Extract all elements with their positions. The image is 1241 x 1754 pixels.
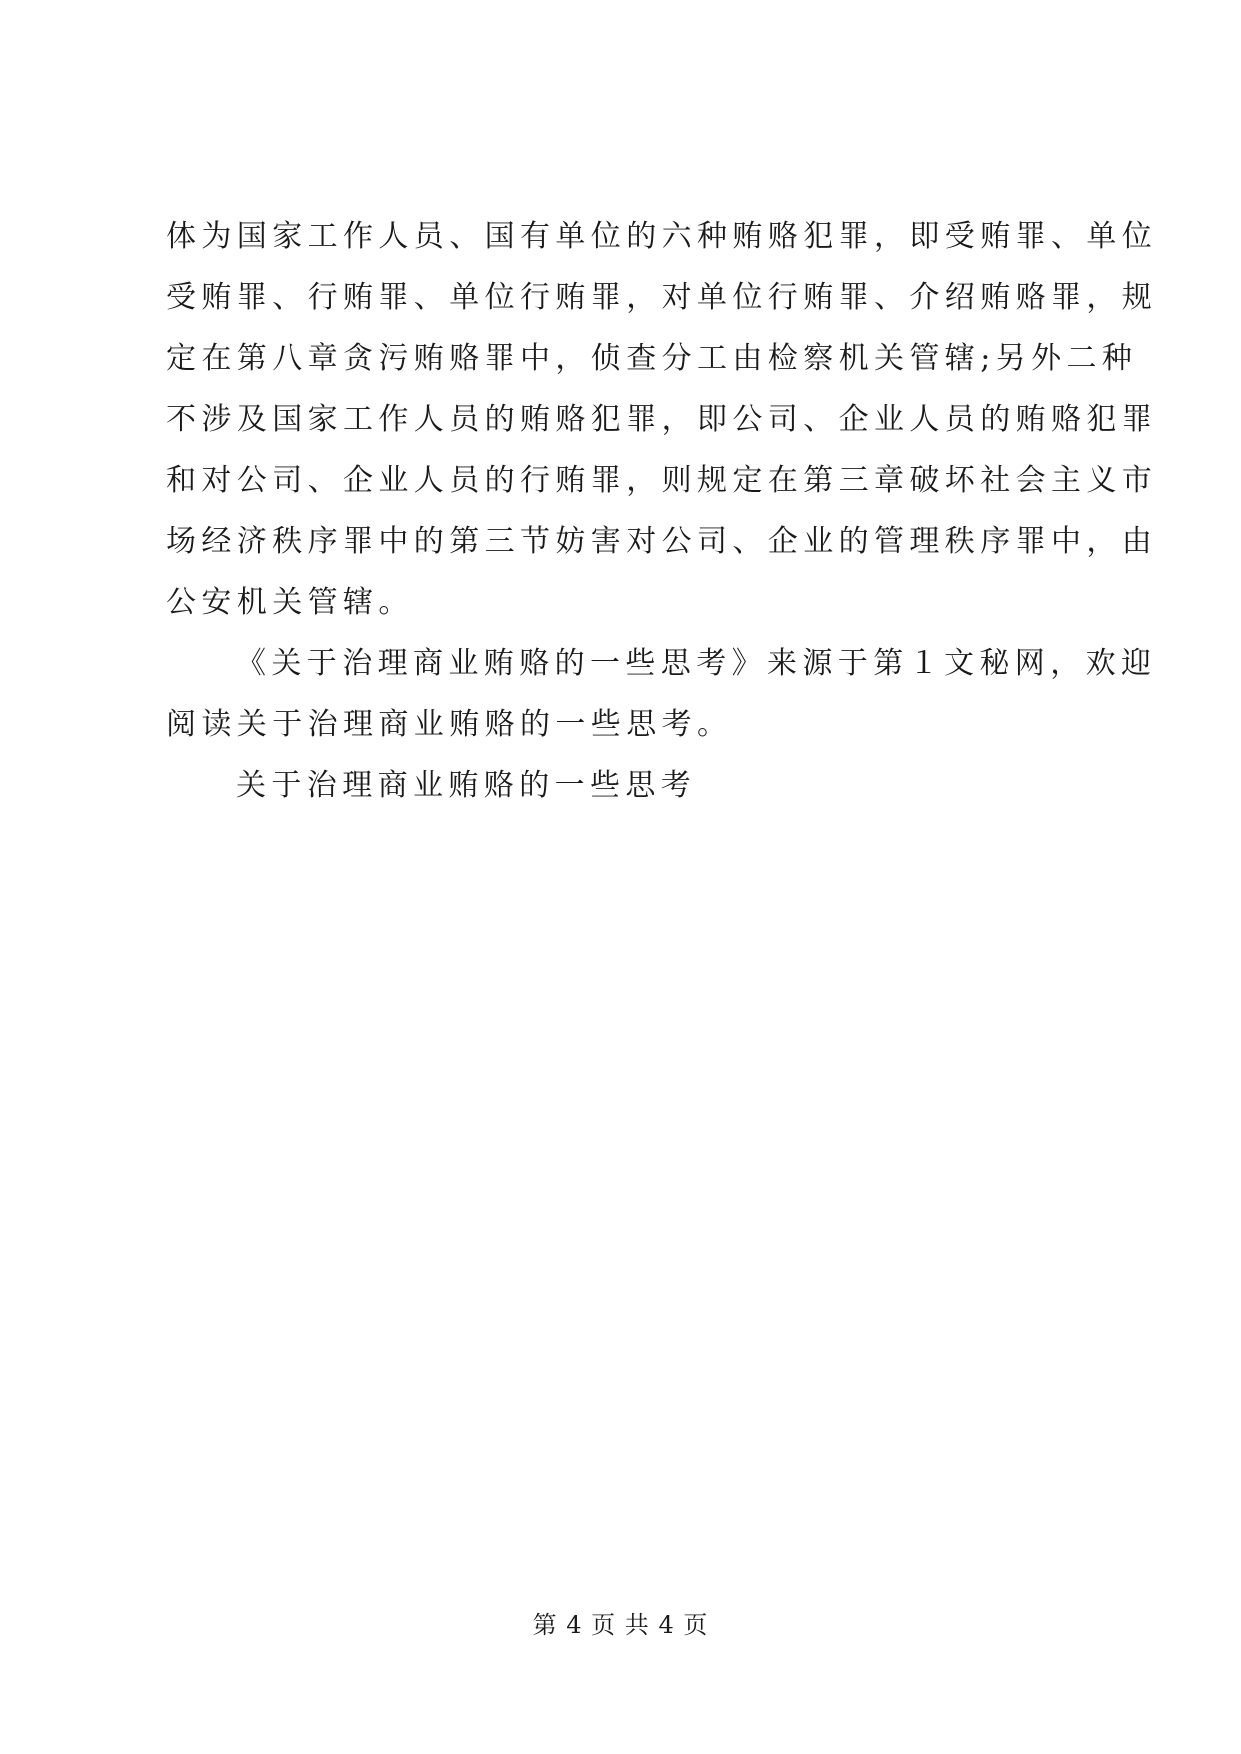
paragraph-3 [166,755,1081,816]
text-line: 体为国家工作人员、国有单位的六种贿赂犯罪，即受贿罪、单位 [166,219,1158,254]
text-line: 不涉及国家工作人员的贿赂犯罪，即公司、企业人员的贿赂犯罪 [166,402,1158,437]
paragraph-1 [166,206,1158,633]
text-line: 公安机关管辖。 [166,585,414,620]
text-line: 和对公司、企业人员的行贿罪，则规定在第三章破坏社会主义市 [166,463,1158,498]
document-body [166,206,1158,816]
text-line: 场经济秩序罪中的第三节妨害对公司、企业的管理秩序罪中，由 [166,524,1158,559]
text-line: 关于治理商业贿赂的一些思考 [236,768,697,803]
page-number-label: 第 4 页 共 4 页 [532,1611,709,1639]
text-line: 定在第八章贪污贿赂罪中，侦查分工由检察机关管辖;另外二种 [166,341,1138,376]
text-line: 受贿罪、行贿罪、单位行贿罪，对单位行贿罪、介绍贿赂罪，规 [166,280,1158,315]
page-footer [0,1610,1241,1640]
text-line: 阅读关于治理商业贿赂的一些思考。 [166,707,733,742]
paragraph-2 [166,633,1157,755]
text-line: 《关于治理商业贿赂的一些思考》来源于第１文秘网，欢迎 [236,646,1157,681]
